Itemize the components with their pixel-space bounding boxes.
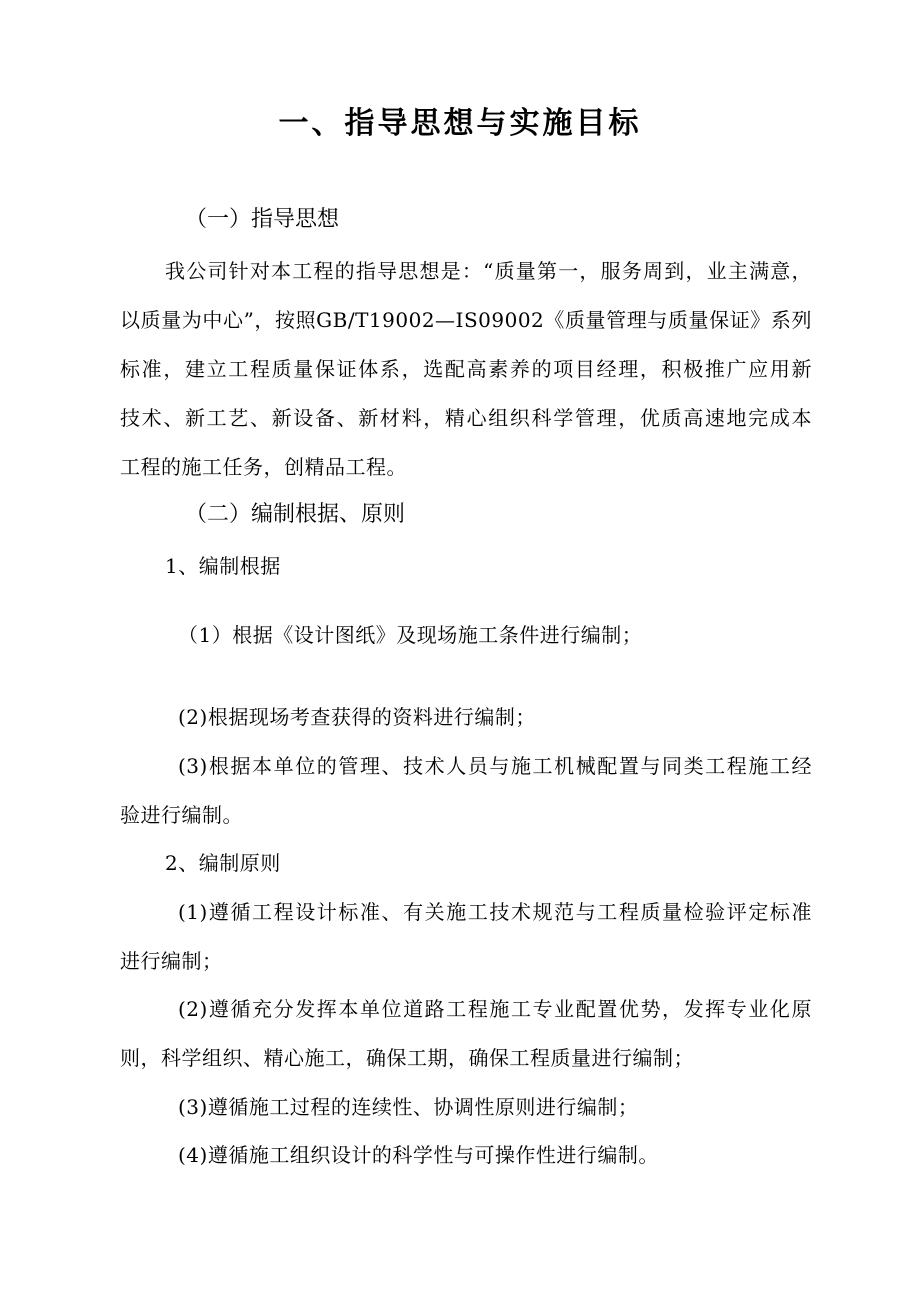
document-title: 一、指导思想与实施目标 (278, 106, 642, 141)
principle-item-2-line2: 则，科学组织、精心施工，确保工期，确保工程质量进行编制； (120, 1046, 694, 1070)
basis-item-3-line1: (3)根据本单位的管理、技术人员与施工机械配置与同类工程施工经 (178, 754, 812, 778)
principle-item-3: (3)遵循施工过程的连续性、协调性原则进行编制； (178, 1095, 639, 1119)
basis-item-2: (2)根据现场考查获得的资料进行编制； (178, 705, 536, 729)
basis-item-1: （1）根据《设计图纸》及现场施工条件进行编制； (178, 623, 643, 647)
principle-item-2-line1: (2)遵循充分发挥本单位道路工程施工专业配置优势，发挥专业化原 (178, 997, 812, 1021)
principle-item-1-line1: (1)遵循工程设计标准、有关施工技术规范与工程质量检验评定标准 (178, 900, 812, 924)
section-heading-guiding-ideology: （一）指导思想 (185, 207, 340, 232)
principle-item-4: (4)遵循施工组织设计的科学性与可操作性进行编制。 (178, 1143, 659, 1167)
paragraph-line: 以质量为中心”，按照GB/T19002—IS09002《质量管理与质量保证》系列 (120, 308, 812, 332)
paragraph-line: 技术、新工艺、新设备、新材料，精心组织科学管理，优质高速地完成本 (120, 406, 812, 430)
basis-item-3-line2: 验进行编制。 (120, 803, 243, 827)
paragraph-line: 我公司针对本工程的指导思想是：“质量第一，服务周到，业主满意， (165, 259, 812, 283)
subheading-principles: 2、编制原则 (165, 851, 281, 875)
paragraph-line: 标准，建立工程质量保证体系，选配高素养的项目经理，积极推广应用新 (120, 357, 812, 381)
principle-item-1-line2: 进行编制； (120, 949, 223, 973)
section-heading-basis-principles: （二）编制根据、原则 (185, 502, 406, 527)
subheading-basis: 1、编制根据 (165, 554, 281, 578)
paragraph-line: 工程的施工任务，创精品工程。 (120, 455, 407, 479)
